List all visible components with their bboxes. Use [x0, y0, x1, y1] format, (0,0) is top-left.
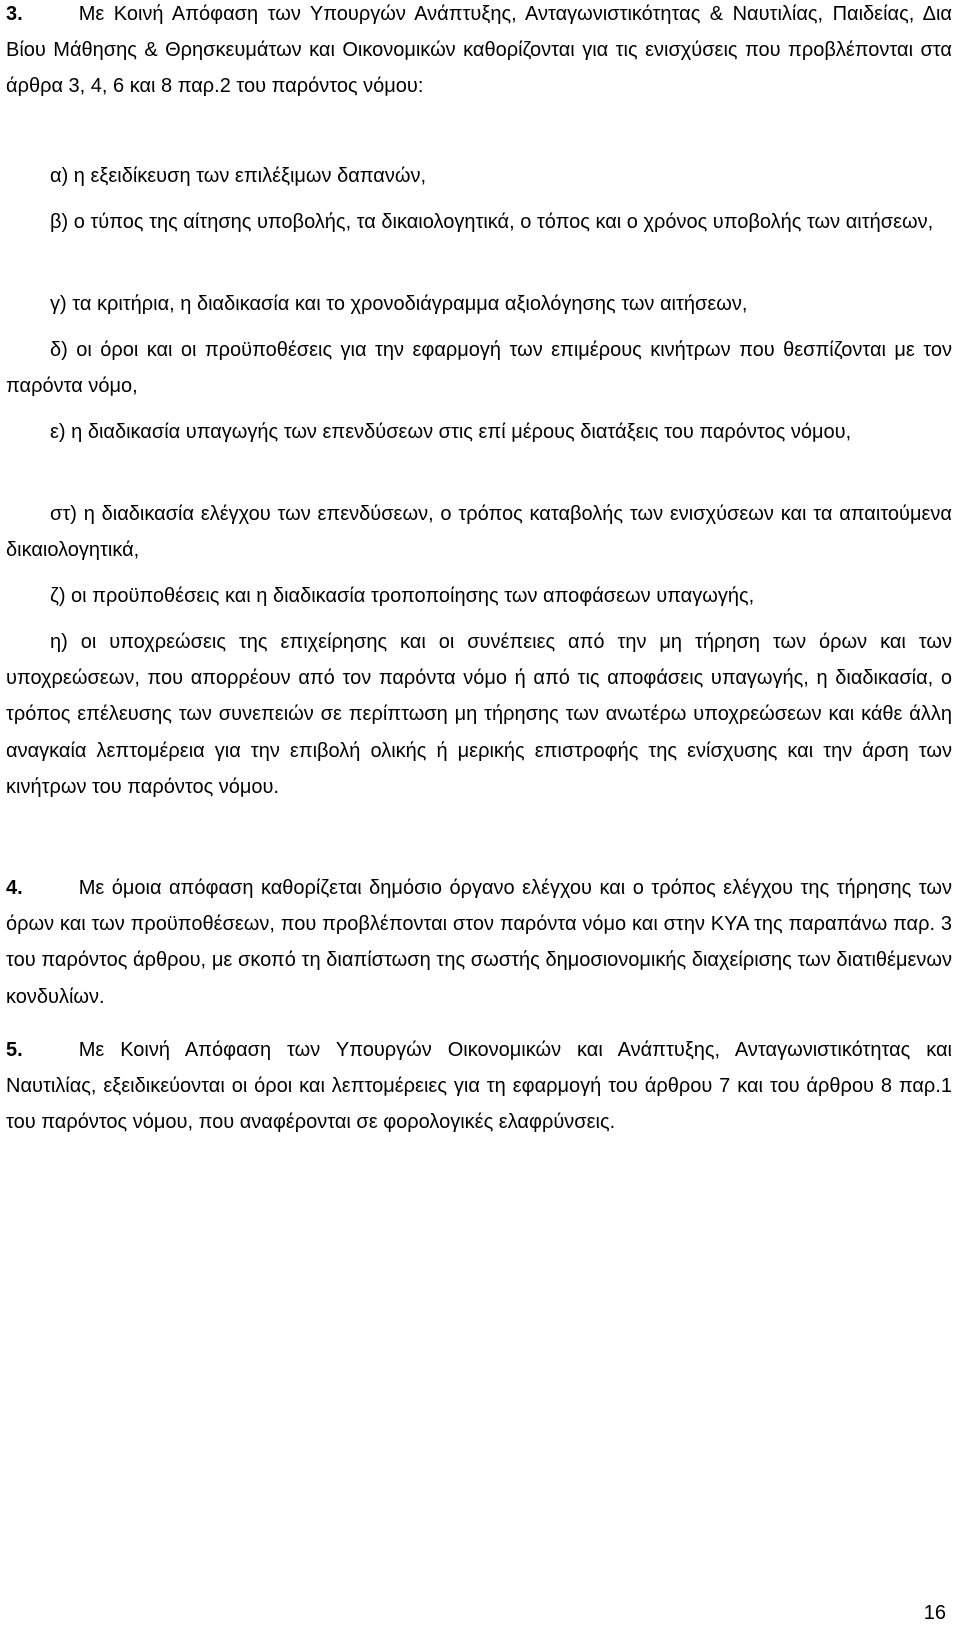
list-item-i: η) οι υποχρεώσεις της επιχείρησης και οι συνέπειες από την μη τήρηση των όρων και των υποχρεώσεων, που απορρέουν από τον παρόντα νόμο ή από τις αποφάσεις υπαγωγής, η διαδικασία, ο τρόπος επέλευσης των συνεπειών σε περίπτωση μη τήρησης των ανωτέρω υποχρεώσεων και κάθε άλλη αναγκαία λεπτομέρεια για την επιβολή ολικής ή μερικής επιστροφής της ενίσχυσης και την άρση των κινήτρων του παρόντος νόμου.	[6, 631, 952, 798]
paragraph-number: 5.	[6, 1039, 23, 1061]
list-item-a: α) η εξειδίκευση των επιλέξιμων δαπανών,	[50, 165, 427, 187]
list-item-c: γ) τα κριτήρια, η διαδικασία και το χρονοδιάγραμμα αξιολόγησης των αιτήσεων,	[50, 293, 748, 315]
list-item-st: στ) η διαδικασία ελέγχου των επενδύσεων, ο τρόπος καταβολής των ενισχύσεων και τα απαιτούμενα δικαιολογητικά,	[6, 503, 952, 562]
paragraph-4	[6, 870, 952, 1015]
page-number: 16	[923, 1602, 946, 1624]
list-item-b: β) ο τύπος της αίτησης υποβολής, τα δικαιολογητικά, ο τόπος και ο χρόνος υποβολής των αιτήσεων,	[50, 211, 934, 233]
list-item-e: ε) η διαδικασία υπαγωγής των επενδύσεων στις επί μέρους διατάξεις του παρόντος νόμου,	[50, 421, 852, 443]
list-item-z: ζ) οι προϋποθέσεις και η διαδικασία τροποποίησης των αποφάσεων υπαγωγής,	[50, 585, 755, 607]
paragraph-text: Με όμοια απόφαση καθορίζεται δημόσιο όργανο ελέγχου και ο τρόπος ελέγχου της τήρησης των όρων και των προϋποθέσεων, που προβλέπονται στον παρόντα νόμο και στην ΚΥΑ της παραπάνω παρ. 3 του παρόντος άρθρου, με σκοπό τη διαπίστωση της σωστής δημοσιονομικής διαχείρισης των διατιθέμενων κονδυλίων.	[6, 877, 952, 1008]
list-item-d: δ) οι όροι και οι προϋποθέσεις για την εφαρμογή των επιμέρους κινήτρων που θεσπίζονται με τον παρόντα νόμο,	[6, 339, 952, 398]
paragraph-3	[6, 0, 952, 105]
paragraph-number: 4.	[6, 877, 23, 899]
paragraph-number: 3.	[6, 3, 23, 25]
paragraph-text: Με Κοινή Απόφαση των Υπουργών Οικονομικών και Ανάπτυξης, Ανταγωνιστικότητας και Ναυτιλίας, εξειδικεύονται οι όροι και λεπτομέρειες για τη εφαρμογή του άρθρου 7 και του άρθρου 8 παρ.1 του παρόντος νόμου, που αναφέρονται σε φορολογικές ελαφρύνσεις.	[6, 1039, 952, 1134]
paragraph-text: Με Κοινή Απόφαση των Υπουργών Ανάπτυξης, Ανταγωνιστικότητας & Ναυτιλίας, Παιδείας, Δια Βίου Μάθησης & Θρησκευμάτων και Οικονομικών καθορίζονται για τις ενισχύσεις που προβλέπονται στα άρθρα 3, 4, 6 και 8 παρ.2 του παρόντος νόμου:	[6, 3, 952, 98]
paragraph-5	[6, 1032, 952, 1141]
